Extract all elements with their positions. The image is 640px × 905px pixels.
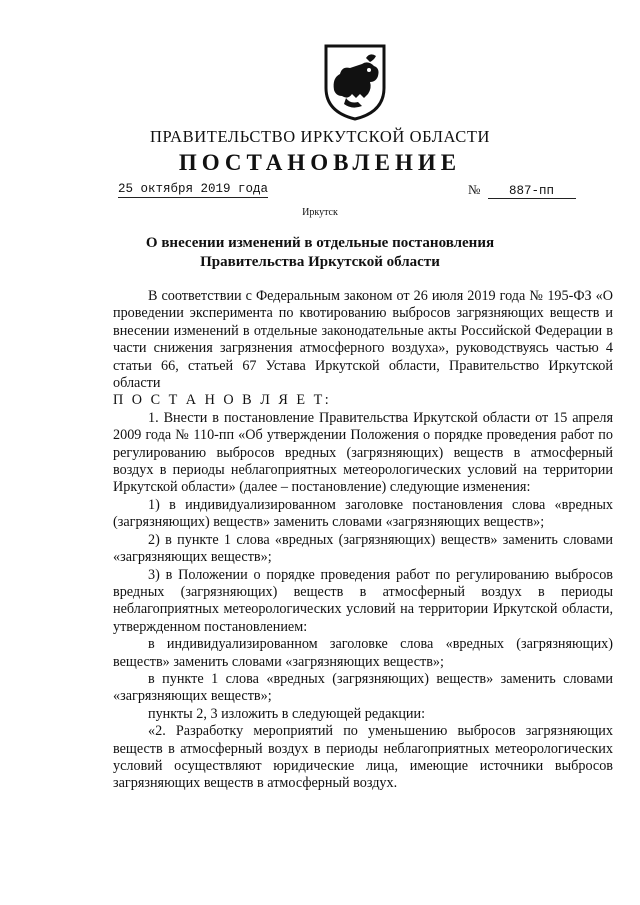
preamble-paragraph: В соответствии с Федеральным законом от 26 июля 2019 года № 195-ФЗ «О проведении эксперимента по квотированию выбросов загрязняющих веществ и внесении изменений в отдельные законодательные акты Российской Федерации в части снижения загрязнения атмосферного воздуха», руководствуясь частью 4 статьи 66, статьей 67 Устава Иркутской области, Правительство Иркутской области <box>113 288 613 392</box>
paragraph-point-1-change: в пункте 1 слова «вредных (загрязняющих) веществ» заменить словами «загрязняющих веществ»; <box>113 670 613 705</box>
paragraph-subitem-3: 3) в Положении о порядке проведения работ по регулированию выбросов вредных (загрязняющих) веществ в атмосферный воздух в периоды неблагоприятных метеорологических условий на территории Иркутской области, утвержденном постановлением: <box>113 566 613 635</box>
document-date <box>118 182 268 196</box>
document-title <box>100 234 540 272</box>
coat-of-arms-emblem <box>322 42 388 122</box>
number-sign: № <box>468 182 481 197</box>
decree-heading: П О С Т А Н О В Л Я Е Т: <box>113 392 332 409</box>
paragraph-points-2-3: пункты 2, 3 изложить в следующей редакции: <box>148 705 426 722</box>
paragraph-heading-change: в индивидуализированном заголовке слова «вредных (загрязняющих) веществ» заменить словами «загрязняющих веществ»; <box>113 636 613 670</box>
document-type: ПОСТАНОВЛЕНИЕ <box>178 150 462 175</box>
paragraph-new-point-2: «2. Разработку мероприятий по уменьшению выбросов загрязняющих веществ в атмосферный воздух в периоды неблагоприятных метеорологических условий осуществляют юридические лица, имеющие источники выбросов загрязняющих веществ в атмосферный воздух. <box>113 723 613 792</box>
date-text: 25 октября 2019 года <box>118 182 269 196</box>
city-name: Иркутск <box>302 207 338 218</box>
government-name: ПРАВИТЕЛЬСТВО ИРКУТСКОЙ ОБЛАСТИ <box>149 127 491 146</box>
document-number-block <box>468 182 576 199</box>
title-line-1: О внесении изменений в отдельные постановления <box>145 235 495 251</box>
paragraph-subitem-1: 1) в индивидуализированном заголовке постановления слова «вредных (загрязняющих) веществ» заменить словами «загрязняющих веществ»; <box>113 496 613 531</box>
document-body <box>113 288 613 793</box>
paragraph-subitem-2: 2) в пункте 1 слова «вредных (загрязняющих) веществ» заменить словами «загрязняющих веществ»; <box>113 531 613 566</box>
document-number: 887-пп <box>488 184 576 199</box>
title-line-2: Правительства Иркутской области <box>200 254 440 270</box>
paragraph-item-1: 1. Внести в постановление Правительства Иркутской области от 15 апреля 2009 года № 110-пп «Об утверждении Положения о порядке проведения работ по регулированию выбросов вредных (загрязняющих) веществ в атмосферный воздух в периоды неблагоприятных метеорологических условий на территории Иркутской области» (далее – постановление) следующие изменения: <box>113 409 613 496</box>
